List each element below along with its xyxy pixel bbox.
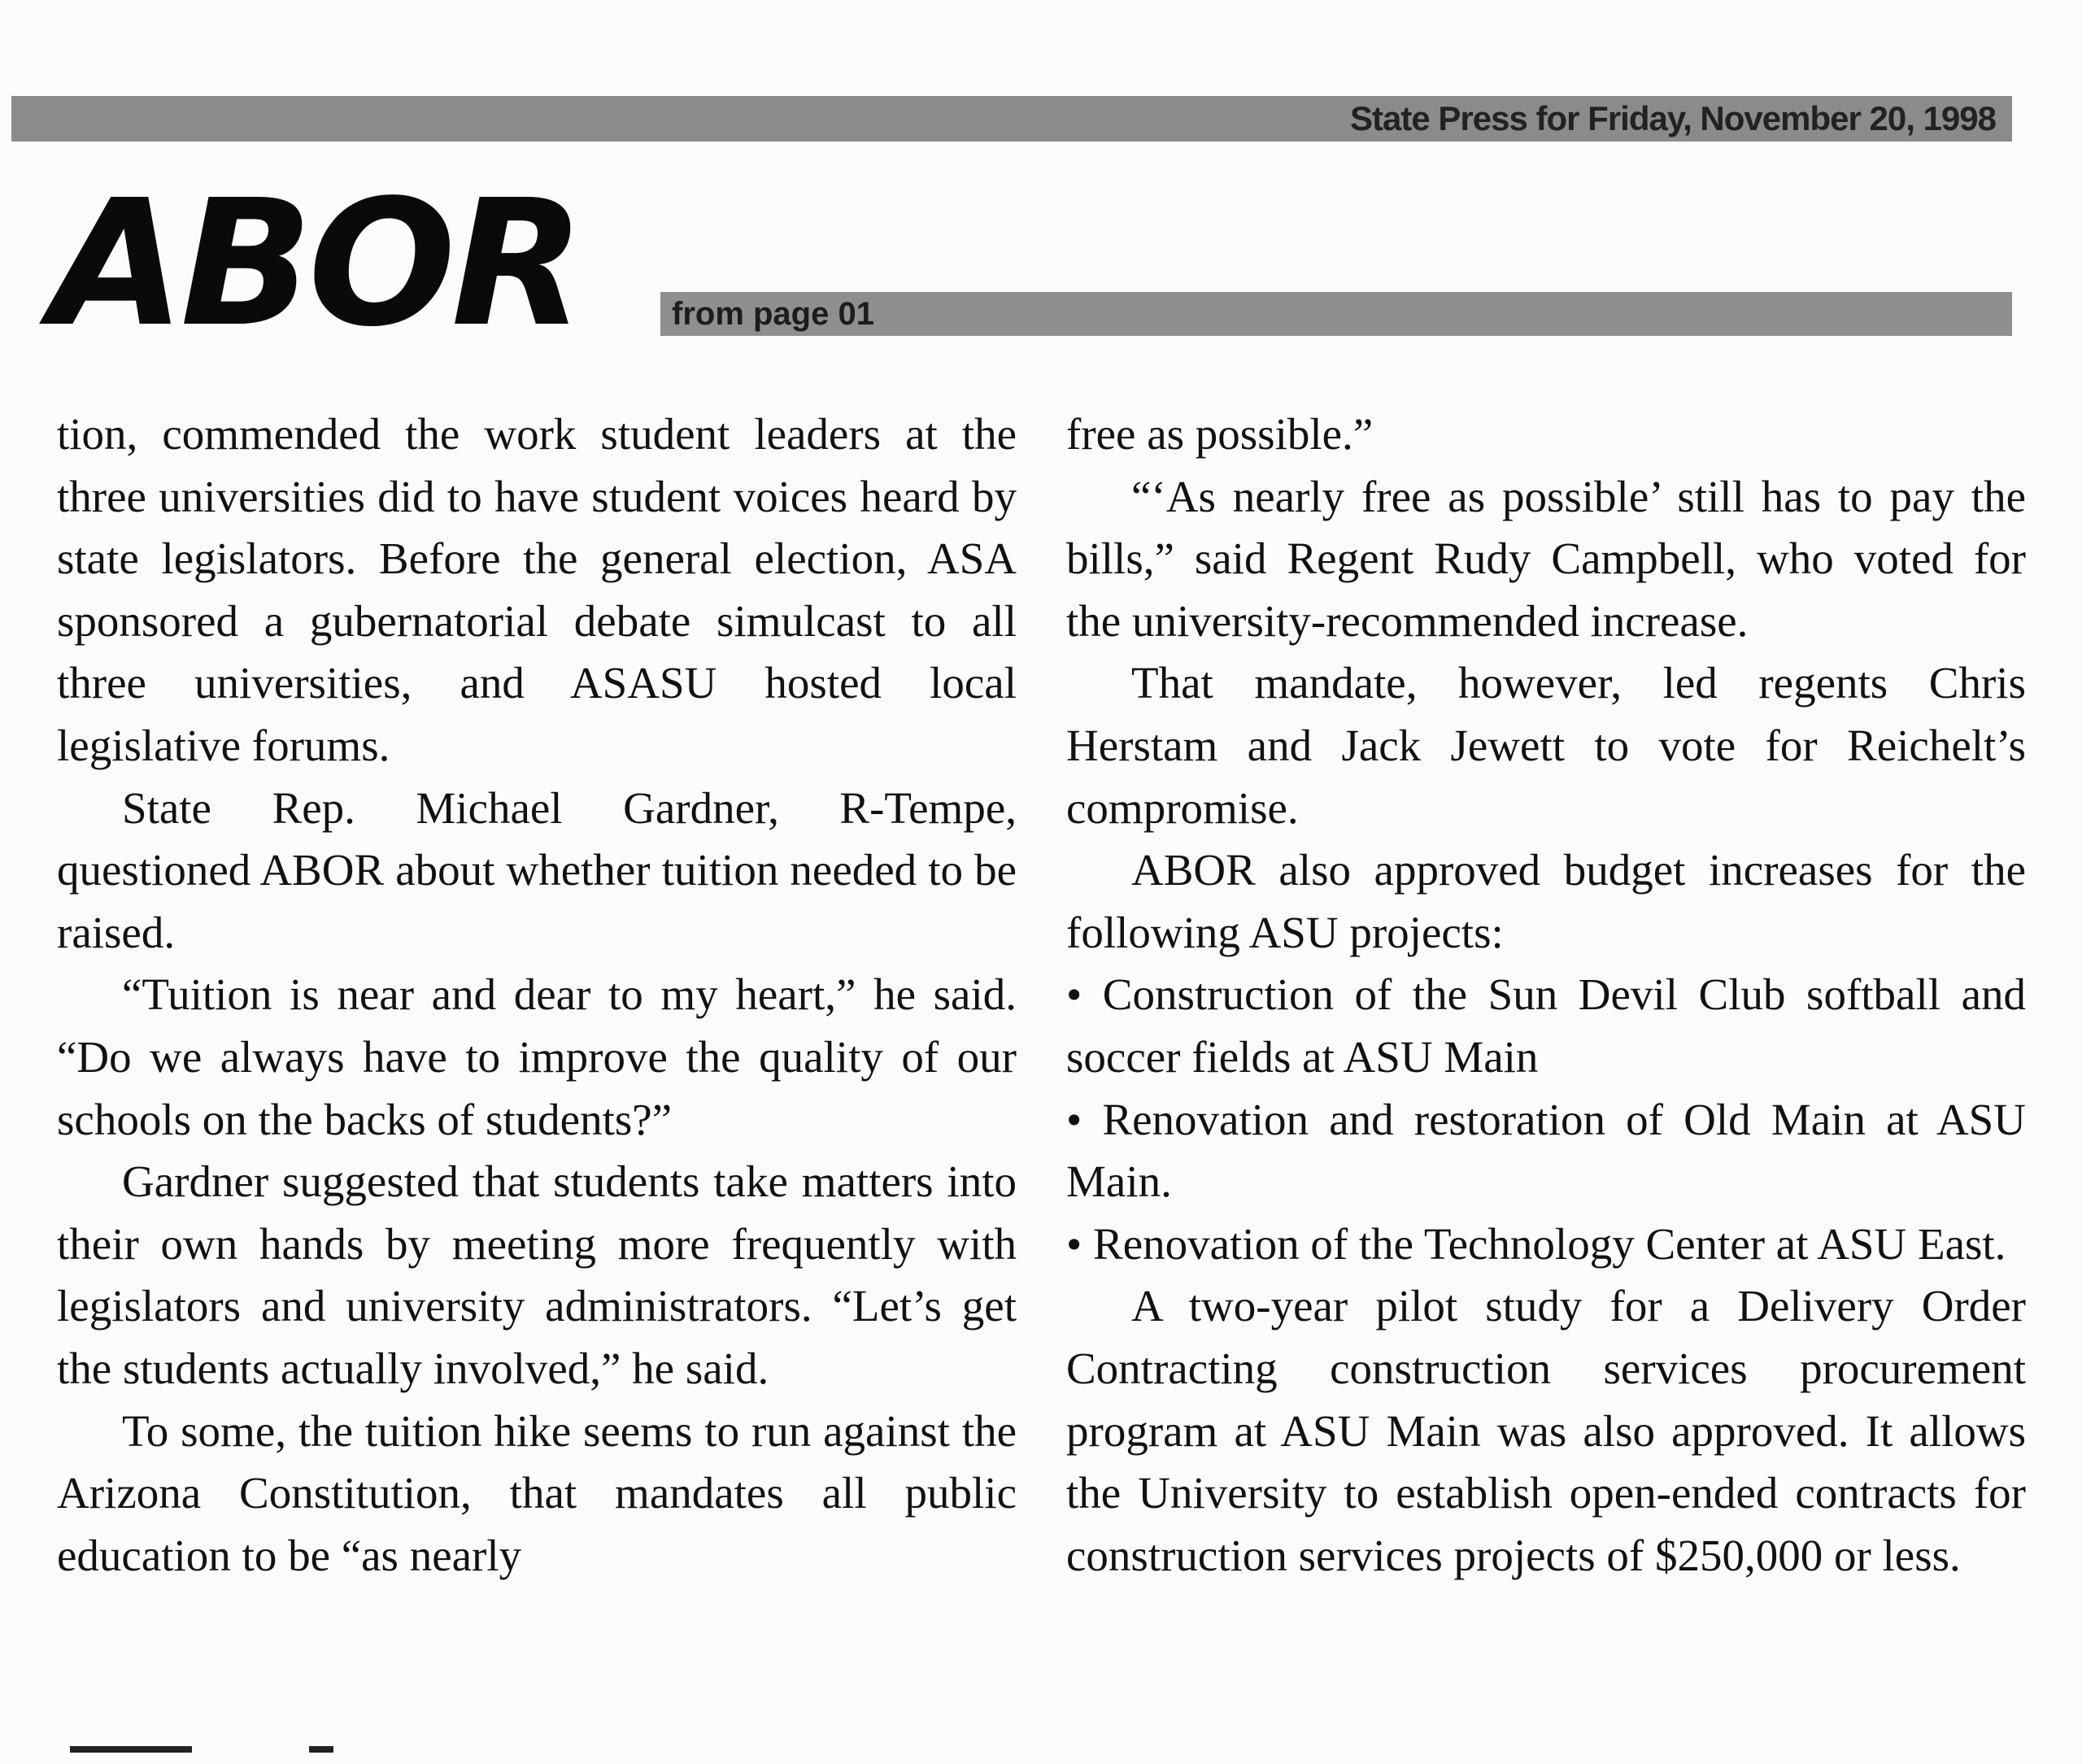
paragraph: “‘As nearly free as possible’ still has to pay the bills,” said Regent Rudy Campbell, who voted for the university-recommended increase. bbox=[1066, 471, 2026, 646]
paragraph: ABOR also approved budget increases for the following ASU projects: bbox=[1066, 845, 2026, 957]
headline: ABOR bbox=[50, 163, 581, 365]
header-bar bbox=[11, 96, 2012, 142]
bullet-item: • Construction of the Sun Devil Club softball and soccer fields at ASU Main bbox=[1066, 969, 2026, 1082]
paragraph: Gardner suggested that students take matters into their own hands by meeting more frequently with legislators and university administrators. “Let’s get the students actually involved,” he said. bbox=[57, 1156, 1017, 1393]
left-column bbox=[57, 403, 1017, 1587]
paragraph: “Tuition is near and dear to my heart,” he said. “Do we always have to improve the quality of our schools on the backs of students?” bbox=[57, 969, 1017, 1144]
paragraph: tion, commended the work student leaders at the three universities did to have student voices heard by state legislators. Before the general election, ASA sponsored a gubernatorial debate simulcast to all three universities, and ASASU hosted local legislative forums. bbox=[57, 409, 1017, 770]
dateline: State Press for Friday, November 20, 1998 bbox=[1350, 99, 1996, 137]
bullet-item: • Renovation of the Technology Center at ASU East. bbox=[1066, 1218, 2006, 1269]
paragraph: A two-year pilot study for a Delivery Order Contracting construction services procurement program at ASU Main was also approved. It allows the University to establish open-ended contracts for construction services projects of $250,000 or less. bbox=[1066, 1281, 2026, 1580]
paragraph: That mandate, however, led regents Chris Herstam and Jack Jewett to vote for Reichelt’s compromise. bbox=[1066, 658, 2026, 833]
right-column bbox=[1066, 403, 2026, 1587]
footer-rule bbox=[309, 1746, 333, 1753]
jump-bar bbox=[660, 292, 2012, 336]
paragraph: State Rep. Michael Gardner, R-Tempe, questioned ABOR about whether tuition needed to be raised. bbox=[57, 782, 1017, 957]
footer-rule bbox=[70, 1746, 192, 1753]
paragraph: free as possible.” bbox=[1066, 409, 1374, 459]
jump-label: from page 01 bbox=[672, 296, 874, 332]
bullet-item: • Renovation and restoration of Old Main at ASU Main. bbox=[1066, 1094, 2026, 1207]
paragraph: To some, the tuition hike seems to run against the Arizona Constitution, that mandates all public education to be “as nearly bbox=[57, 1405, 1017, 1580]
